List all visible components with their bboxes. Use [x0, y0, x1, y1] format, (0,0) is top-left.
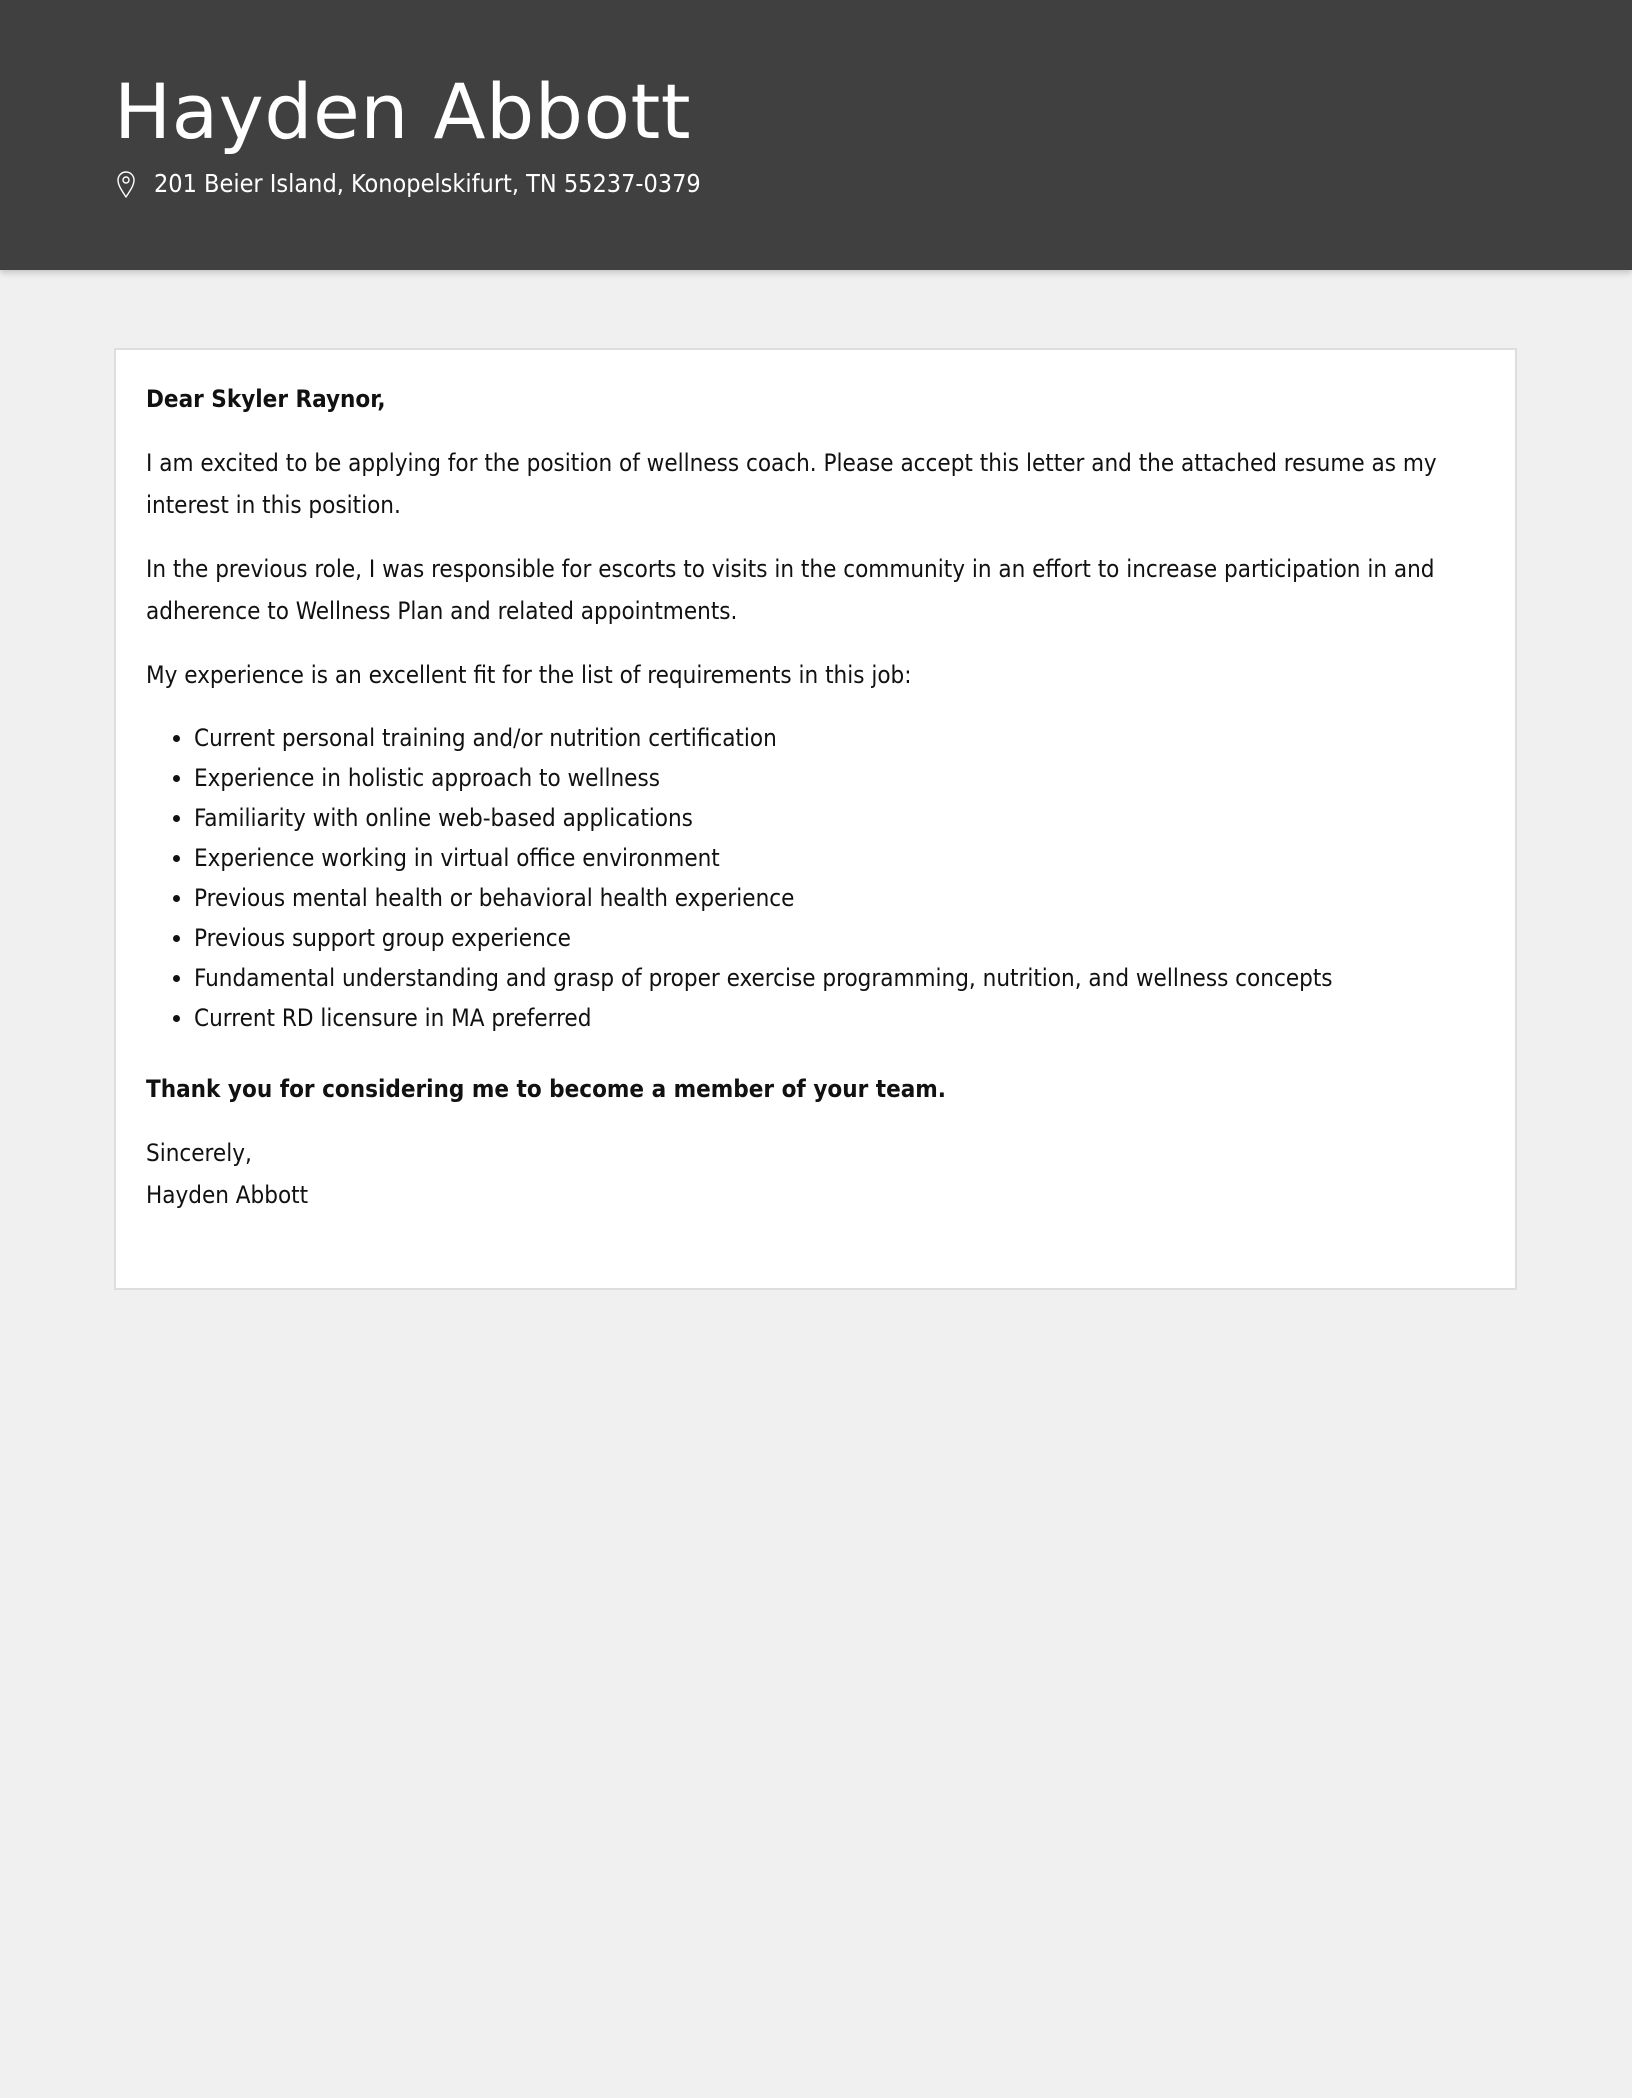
requirement-item: Experience working in virtual office environment [194, 838, 1487, 878]
requirement-item: Current personal training and/or nutrition certification [194, 718, 1487, 758]
letter-salutation: Dear Skyler Raynor, [146, 385, 386, 413]
applicant-address [114, 164, 701, 204]
requirement-item: Fundamental understanding and grasp of proper exercise programming, nutrition, and wellness concepts [194, 958, 1487, 998]
requirement-item: Previous mental health or behavioral health experience [194, 878, 1487, 918]
location-pin-icon [114, 168, 138, 200]
cover-letter-card [114, 348, 1517, 1290]
thank-you-line: Thank you for considering me to become a member of your team. [146, 1075, 947, 1103]
requirement-item: Experience in holistic approach to wellness [194, 758, 1487, 798]
letter-closing: Sincerely, [146, 1139, 252, 1167]
address-text: 201 Beier Island, Konopelskifurt, TN 55237-0379 [154, 169, 701, 198]
requirements-list [146, 718, 1487, 1038]
letter-signature: Hayden Abbott [146, 1181, 309, 1209]
requirement-item: Previous support group experience [194, 918, 1487, 958]
applicant-name: Hayden Abbott [114, 67, 692, 156]
letter-paragraph: In the previous role, I was responsible for escorts to visits in the community in an effort to increase participation in and adherence to Wellness Plan and related appointments. [146, 555, 1435, 625]
letter-paragraph: My experience is an excellent fit for the list of requirements in this job: [146, 661, 912, 689]
letter-paragraph: I am excited to be applying for the position of wellness coach. Please accept this letter and the attached resume as my interest in this position. [146, 449, 1437, 519]
requirement-item: Current RD licensure in MA preferred [194, 998, 1487, 1038]
requirement-item: Familiarity with online web-based applications [194, 798, 1487, 838]
page-header [0, 0, 1632, 270]
